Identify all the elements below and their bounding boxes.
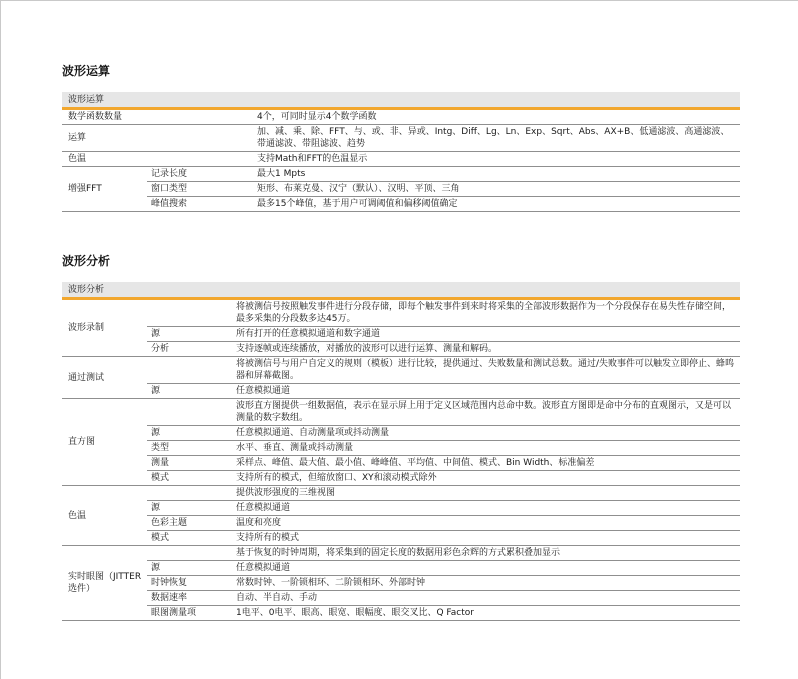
group-label: 增强FFT xyxy=(62,167,147,212)
table-row xyxy=(62,399,740,426)
sub-label: 模式 xyxy=(147,471,232,486)
table-row xyxy=(62,182,740,197)
table-row xyxy=(62,384,740,399)
sub-label: 源 xyxy=(147,327,232,342)
group-label: 通过测试 xyxy=(62,357,147,399)
sub-label: 源 xyxy=(147,384,232,399)
sub-label: 窗口类型 xyxy=(147,182,253,197)
sub-label-empty xyxy=(147,546,232,561)
sub-label-empty xyxy=(147,486,232,501)
table-row xyxy=(62,531,740,546)
table-row xyxy=(62,342,740,357)
row-value: 1电平、0电平、眼高、眼宽、眼幅度、眼交叉比、Q Factor xyxy=(232,606,740,621)
row-value: 4个，可同时显示4个数学函数 xyxy=(253,109,740,125)
group-description: 将被测信号按照触发事件进行分段存储，即每个触发事件到来时将采集的全部波形数据作为一个分段保存在易失性存储空间，最多采集的分段数多达45万。 xyxy=(232,299,740,327)
row-value: 最多15个峰值，基于用户可调阈值和偏移阈值确定 xyxy=(253,197,740,212)
table-row xyxy=(62,516,740,531)
row-value: 最大1 Mpts xyxy=(253,167,740,182)
table-row xyxy=(62,441,740,456)
group-label: 色温 xyxy=(62,486,147,546)
row-value: 温度和亮度 xyxy=(232,516,740,531)
row-label: 数学函数数量 xyxy=(62,109,253,125)
table-row xyxy=(62,327,740,342)
row-value: 采样点、峰值、最大值、最小值、峰峰值、平均值、中间值、模式、Bin Width、标准偏差 xyxy=(232,456,740,471)
row-value: 加、减、乘、除、FFT、与、或、非、异或、Intg、Diff、Lg、Ln、Exp、Sqrt、Abs、AX+B、低通滤波、高通滤波、带通滤波、带阻滤波、趋势 xyxy=(253,125,740,152)
table-row xyxy=(62,561,740,576)
table-header-row xyxy=(62,282,740,299)
row-value: 水平、垂直、测量或抖动测量 xyxy=(232,441,740,456)
row-value: 支持所有的模式，但缩放窗口、XY和滚动模式除外 xyxy=(232,471,740,486)
group-description: 基于恢复的时钟周期，将采集到的固定长度的数据用彩色余辉的方式累积叠加显示 xyxy=(232,546,740,561)
section-title-analysis: 波形分析 xyxy=(62,254,111,268)
section-title-math: 波形运算 xyxy=(62,64,111,78)
sub-label-empty xyxy=(147,299,232,327)
group-description: 提供波形强度的三维视图 xyxy=(232,486,740,501)
table-row xyxy=(62,109,740,125)
page-left-border xyxy=(0,0,1,679)
row-value: 所有打开的任意模拟通道和数字通道 xyxy=(232,327,740,342)
table-row xyxy=(62,197,740,212)
table-header: 波形运算 xyxy=(62,92,740,109)
table-row xyxy=(62,152,740,167)
sub-label: 分析 xyxy=(147,342,232,357)
row-value: 任意模拟通道 xyxy=(232,384,740,399)
table-row xyxy=(62,606,740,621)
math-spec-table xyxy=(62,92,740,212)
table-row xyxy=(62,456,740,471)
sub-label: 峰值搜索 xyxy=(147,197,253,212)
page-top-border xyxy=(0,0,798,1)
table-header: 波形分析 xyxy=(62,282,740,299)
table-row xyxy=(62,576,740,591)
table-row xyxy=(62,546,740,561)
sub-label: 类型 xyxy=(147,441,232,456)
table-row xyxy=(62,591,740,606)
row-value: 自动、半自动、手动 xyxy=(232,591,740,606)
row-value: 常数时钟、一阶锁相环、二阶锁相环、外部时钟 xyxy=(232,576,740,591)
group-description: 波形直方图提供一组数据值，表示在显示屏上用于定义区域范围内总命中数。波形直方图即是命中分布的直观图示，又是可以测量的数字数组。 xyxy=(232,399,740,426)
table-row xyxy=(62,501,740,516)
table-row xyxy=(62,357,740,384)
sub-label: 源 xyxy=(147,561,232,576)
row-label: 运算 xyxy=(62,125,253,152)
row-value: 支持Math和FFT的色温显示 xyxy=(253,152,740,167)
sub-label: 记录长度 xyxy=(147,167,253,182)
sub-label: 源 xyxy=(147,426,232,441)
row-value: 支持所有的模式 xyxy=(232,531,740,546)
sub-label: 模式 xyxy=(147,531,232,546)
table-row xyxy=(62,471,740,486)
group-label: 波形录制 xyxy=(62,299,147,357)
sub-label-empty xyxy=(147,399,232,426)
sub-label-empty xyxy=(147,357,232,384)
row-value: 矩形、布莱克曼、汉宁（默认）、汉明、平顶、三角 xyxy=(253,182,740,197)
row-value: 任意模拟通道 xyxy=(232,561,740,576)
sub-label: 源 xyxy=(147,501,232,516)
table-row xyxy=(62,167,740,182)
table-row xyxy=(62,486,740,501)
table-row xyxy=(62,299,740,327)
sub-label: 数据速率 xyxy=(147,591,232,606)
group-description: 将被测信号与用户自定义的规则（模板）进行比较，提供通过、失败数量和测试总数。通过/失败事件可以触发立即停止、蜂鸣器和屏幕截图。 xyxy=(232,357,740,384)
group-label: 直方图 xyxy=(62,399,147,486)
analysis-spec-table xyxy=(62,282,740,621)
row-value: 任意模拟通道、自动测量项或抖动测量 xyxy=(232,426,740,441)
table-row xyxy=(62,426,740,441)
sub-label: 眼图测量项 xyxy=(147,606,232,621)
row-value: 任意模拟通道 xyxy=(232,501,740,516)
table-row xyxy=(62,125,740,152)
group-label: 实时眼图（JITTER选件） xyxy=(62,546,147,621)
row-value: 支持逐帧或连续播放，对播放的波形可以进行运算、测量和解码。 xyxy=(232,342,740,357)
sub-label: 测量 xyxy=(147,456,232,471)
sub-label: 色彩主题 xyxy=(147,516,232,531)
table-header-row xyxy=(62,92,740,109)
row-label: 色温 xyxy=(62,152,253,167)
sub-label: 时钟恢复 xyxy=(147,576,232,591)
